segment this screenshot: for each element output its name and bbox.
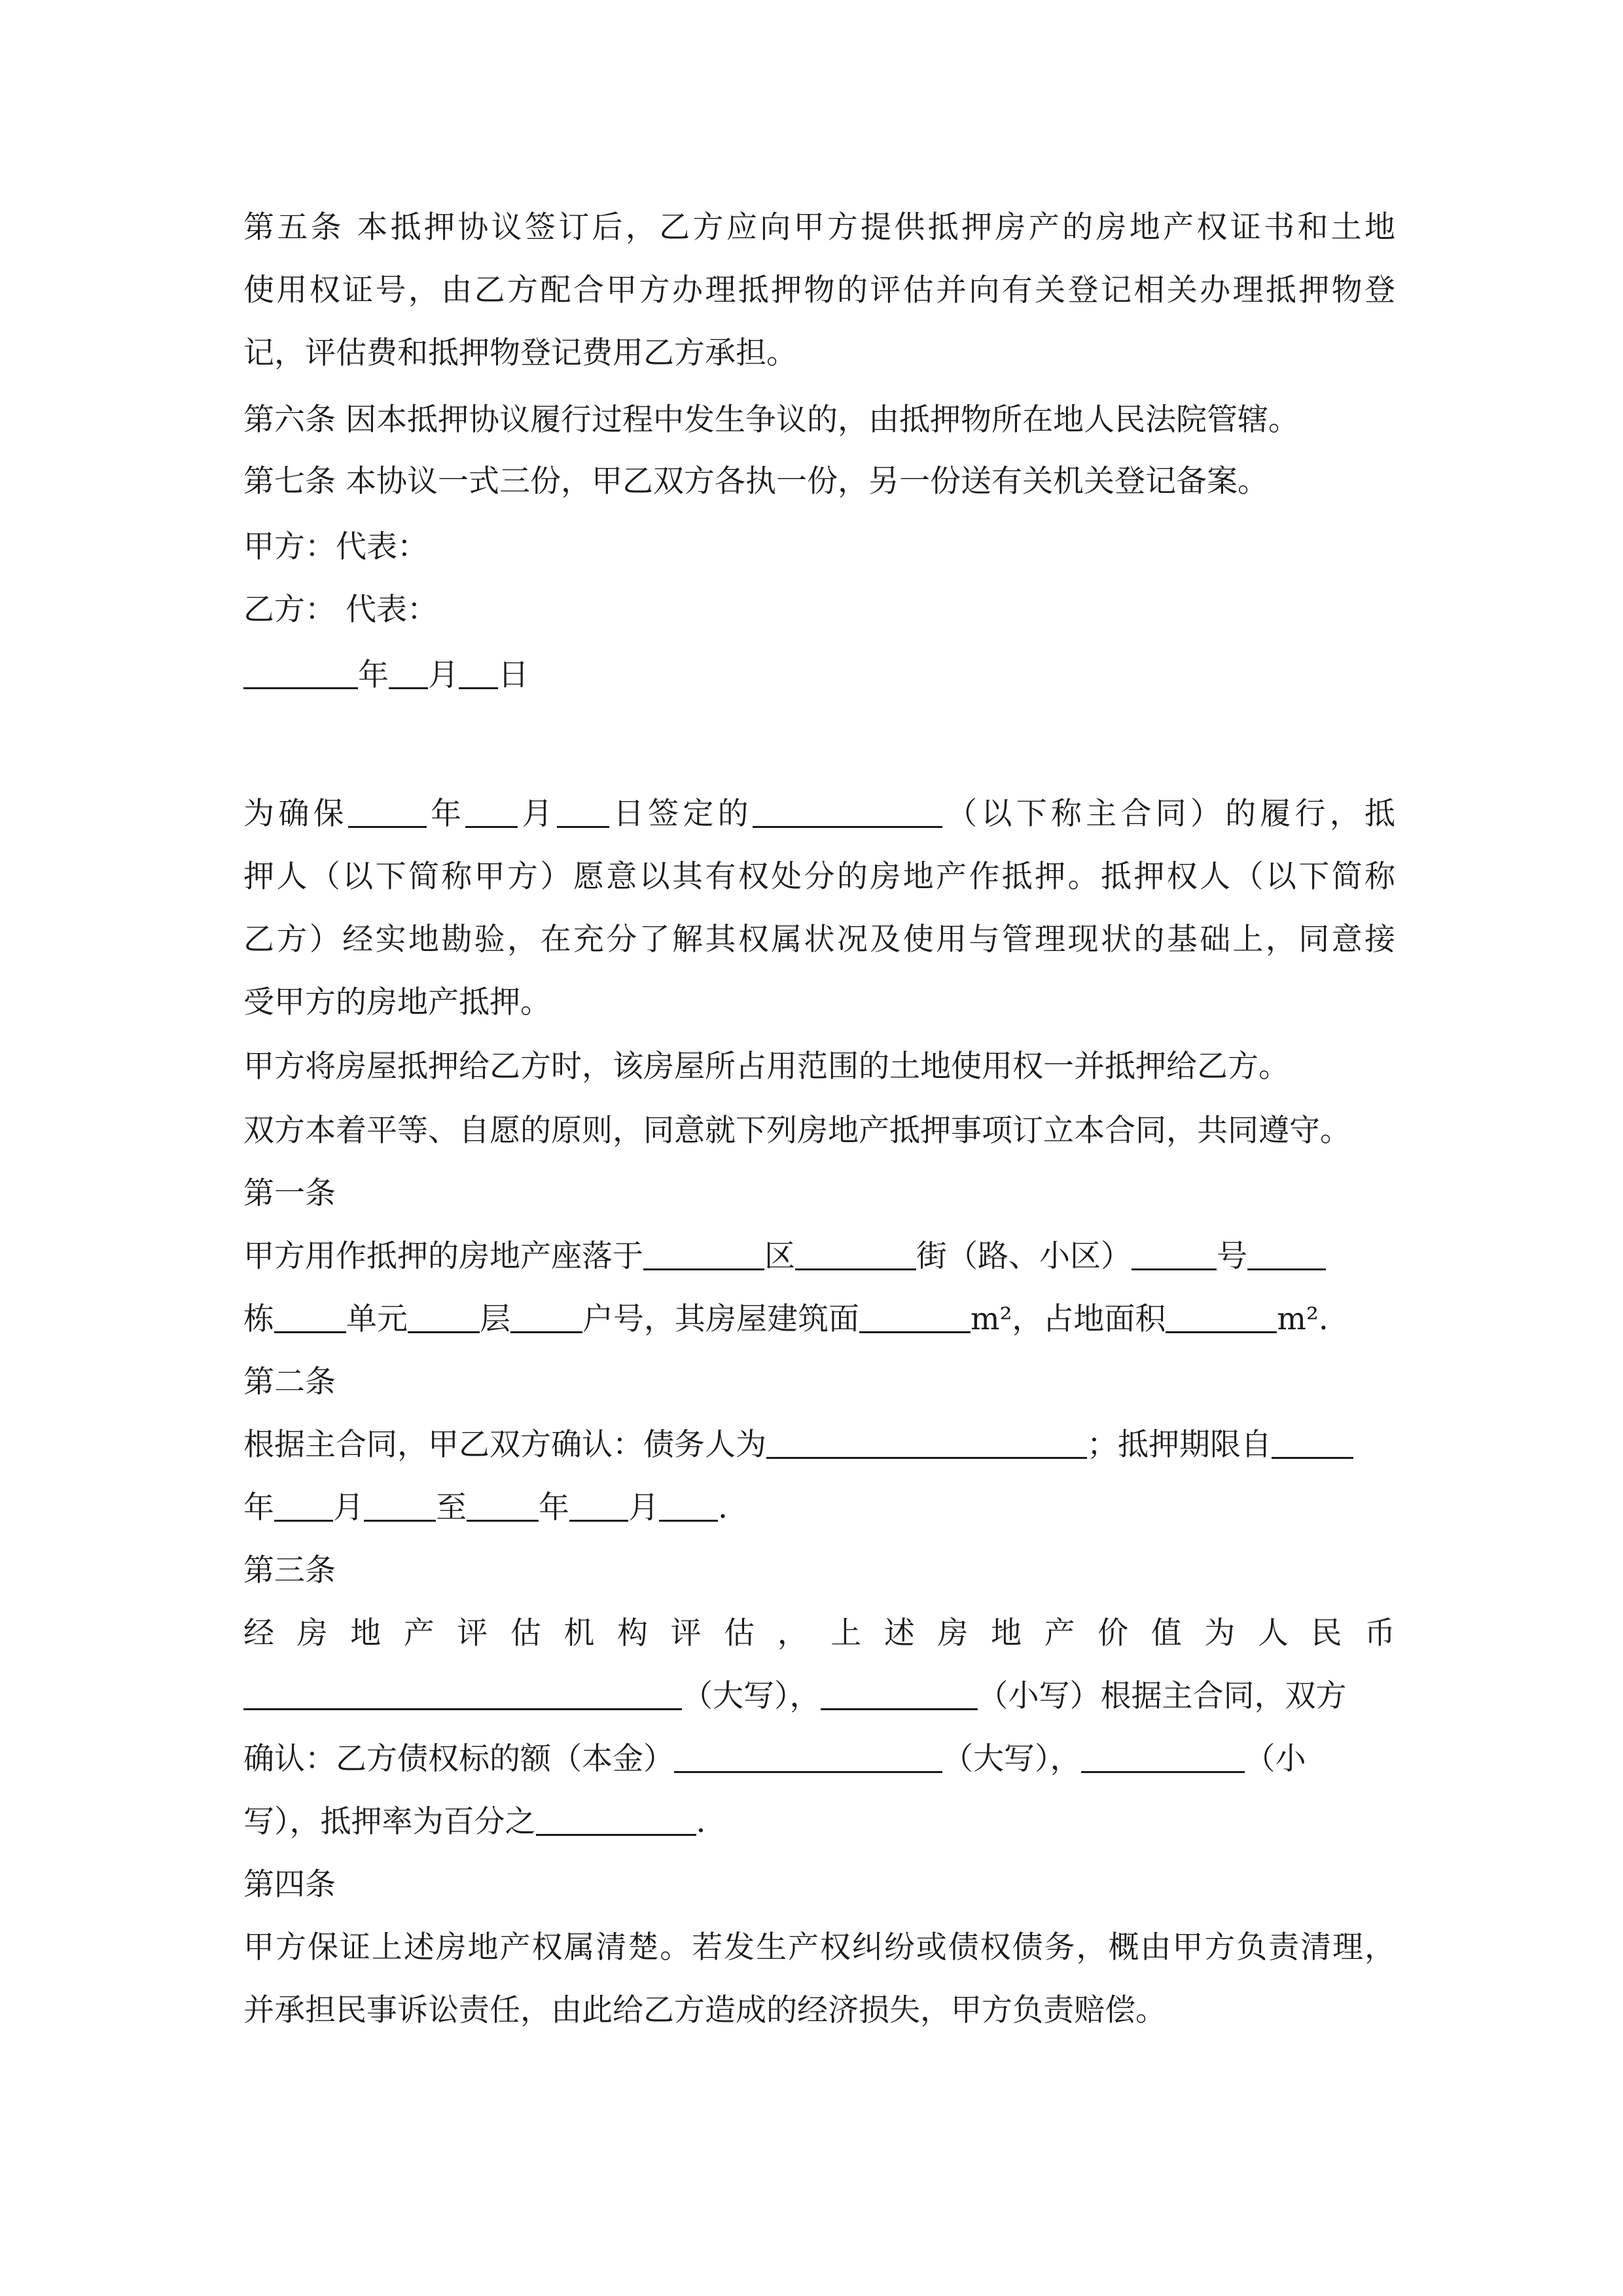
article-4-heading: 第四条 <box>243 1867 336 1903</box>
article-6: 第六条 因本抵押协议履行过程中发生争议的，由抵押物所在地人民法院管辖。 <box>243 402 1299 438</box>
article-2-line-2: 年 月 至 年 月 . <box>243 1490 728 1526</box>
intro-line-4: 受甲方的房地产抵押。 <box>243 984 551 1020</box>
floor-blank[interactable] <box>408 1302 480 1333</box>
term-end-day-blank[interactable] <box>659 1491 718 1522</box>
building-blank[interactable] <box>1247 1240 1326 1270</box>
party-b-signature: 乙方： 代表： <box>243 592 438 628</box>
unit-blank[interactable] <box>274 1302 346 1333</box>
article-3-line-3: 确认：乙方债权标的额（本金） （大写）， （小 <box>243 1741 1306 1777</box>
signature-date: 年 月 日 <box>243 644 1395 707</box>
main-contract-name-blank[interactable] <box>753 797 942 828</box>
value-uppercase-blank[interactable] <box>243 1679 682 1710</box>
article-1-line-1: 甲方用作抵押的房地产座落于 区 街（路、小区） 号 <box>243 1225 1395 1288</box>
district-blank[interactable] <box>643 1240 764 1270</box>
article-2-heading: 第二条 <box>243 1364 336 1400</box>
contract-year-blank[interactable] <box>348 797 427 828</box>
month-blank[interactable] <box>389 658 428 689</box>
intro-line-1: 为确保 年 月 日签定的 （以下称主合同）的履行，抵 <box>243 796 1396 832</box>
contract-month-blank[interactable] <box>465 797 518 828</box>
article-4-line-2: 并承担民事诉讼责任，由此给乙方造成的经济损失，甲方负责赔偿。 <box>243 1992 1166 2028</box>
article-1-line-2: 栋 单元 层 户号，其房屋建筑面 m²，占地面积 m². <box>243 1301 1329 1337</box>
term-gap-blank[interactable] <box>364 1491 436 1522</box>
party-a-signature: 甲方：代表： <box>243 529 428 565</box>
article-3-line-1: 经房地产评估机构评估，上述房地产价值为人民币 <box>243 1615 1395 1651</box>
article-2-line-1: 根据主合同，甲乙双方确认：债务人为 ；抵押期限自 <box>243 1414 1395 1477</box>
street-blank[interactable] <box>795 1240 916 1270</box>
debtor-blank[interactable] <box>766 1428 1087 1459</box>
intro-line-2: 押人（以下简称甲方）愿意以其有权处分的房地产作抵押。抵押权人（以下简称 <box>243 859 1395 895</box>
term-end-year-blank[interactable] <box>467 1491 539 1522</box>
article-7: 第七条 本协议一式三份，甲乙双方各执一份，另一份送有关机关登记备案。 <box>243 463 1268 499</box>
term-start-year-blank[interactable] <box>1272 1428 1353 1459</box>
principal-lowercase-blank[interactable] <box>1081 1742 1245 1773</box>
article-3-heading: 第三条 <box>243 1552 336 1588</box>
term-end-month-blank[interactable] <box>569 1491 628 1522</box>
article-4-line-1: 甲方保证上述房地产权属清楚。若发生产权纠纷或债权债务，概由甲方负责清理， <box>243 1929 1395 1965</box>
intro-line-3: 乙方）经实地勘验，在充分了解其权属状况及使用与管理现状的基础上，同意接 <box>243 922 1395 958</box>
mortgage-rate-blank[interactable] <box>536 1805 696 1836</box>
article-3-line-4: 写），抵押率为百分之 . <box>243 1804 706 1840</box>
number-blank[interactable] <box>1132 1240 1217 1270</box>
article-5-line-1: 第五条 本抵押协议签订后，乙方应向甲方提供抵押房产的房地产权证书和土地 <box>243 209 1395 245</box>
building-area-blank[interactable] <box>859 1302 971 1333</box>
land-area-blank[interactable] <box>1166 1302 1277 1333</box>
room-blank[interactable] <box>510 1302 582 1333</box>
day-blank[interactable] <box>459 658 498 689</box>
article-1-heading: 第一条 <box>243 1175 336 1211</box>
article-3-line-2: （大写）， （小写）根据主合同，双方 <box>243 1665 1395 1728</box>
value-lowercase-blank[interactable] <box>821 1679 978 1710</box>
contract-day-blank[interactable] <box>557 797 609 828</box>
principal-uppercase-blank[interactable] <box>674 1742 942 1773</box>
intro-line-5: 甲方将房屋抵押给乙方时，该房屋所占用范围的土地使用权一并抵押给乙方。 <box>243 1049 1289 1085</box>
intro-line-6: 双方本着平等、自愿的原则，同意就下列房地产抵押事项订立本合同，共同遵守。 <box>243 1113 1351 1149</box>
year-blank[interactable] <box>243 658 358 689</box>
article-5-line-2: 使用权证号，由乙方配合甲方办理抵押物的评估并向有关登记相关办理抵押物登 <box>243 272 1395 308</box>
article-5-line-3: 记，评估费和抵押物登记费用乙方承担。 <box>243 335 797 371</box>
term-start-month-blank[interactable] <box>274 1491 333 1522</box>
